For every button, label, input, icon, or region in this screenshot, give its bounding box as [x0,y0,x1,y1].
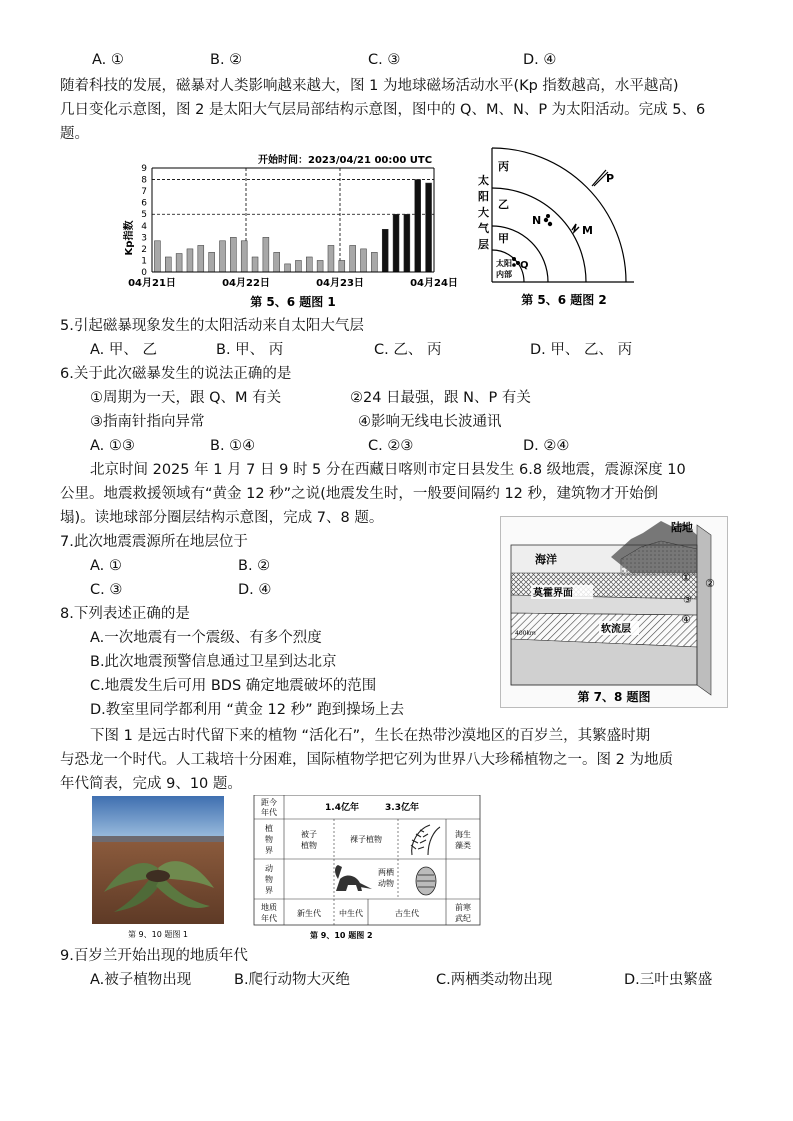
kp-bar [209,252,215,272]
kp-bar [361,249,367,272]
kp-xtick-22: 04月22日 [222,278,270,289]
side-label-5: 层 [478,238,489,251]
kp-bars [154,180,431,272]
paleozoic-label: 古生代 [395,909,419,918]
intro-7-8-line3: 塌)。读地球部分圈层结构示意图，完成 7、8 题。 [60,510,384,526]
intro-5-6-line1: 随着科技的发展，磁暴对人类影响越来越大，图 1 为地球磁场活动水平(Kp 指数越高，水平越高) [60,78,679,94]
q9-option-b[interactable]: B.爬行动物大灭绝 [234,972,351,988]
row-animal-label-2: 物 [265,875,273,884]
layer-mark-1: ① [681,571,691,584]
kp-bar [317,260,323,272]
block-side [697,525,711,695]
kp-chart-svg [118,150,468,315]
q9-option-c[interactable]: C.两栖类动物出现 [436,972,553,988]
layer-mark-3: ③ [683,595,692,606]
intro-9-10-line2: 与恐龙一个时代。人工栽培十分困难，国际植物学把它列为世界八大珍稀植物之一。图 2 为地质 [60,752,673,768]
point-q-label: Q [520,260,529,271]
photo-sky [92,796,224,840]
q5-option-a[interactable]: A. 甲、 乙 [90,342,157,358]
q6-option-a[interactable]: A. ①③ [90,438,135,454]
q6-option-b[interactable]: B. ①④ [210,438,256,454]
fig2-caption: 第 5、6 题图 2 [521,293,607,307]
kp-bar [393,214,399,272]
q6-statement-3: ③指南针指向异常 [90,414,205,430]
row-era-label-1: 地质 [261,903,277,912]
kp-ytick: 3 [141,233,147,244]
q6-statement-4: ④影响无线电长波通讯 [358,414,502,430]
row-time-label-2: 年代 [261,808,277,817]
q8-option-c[interactable]: C.地震发生后可用 BDS 确定地震破坏的范围 [90,678,377,694]
mesozoic-label: 中生代 [339,909,363,918]
earth-layers-diagram [500,516,728,708]
algae-label-1: 海生 [455,830,471,839]
depth-label: 400km [515,630,536,637]
solar-interior-label-1: 太阳 [496,259,512,268]
q5-stem: 5.引起磁暴现象发生的太阳活动来自太阳大气层 [60,318,364,334]
kp-bar [285,264,291,272]
layer-jia-label: 甲 [498,232,509,245]
time-3-3: 3.3亿年 [385,803,419,813]
photo-hills [92,836,224,842]
q9-option-a[interactable]: A.被子植物出现 [90,972,192,988]
layer-bing-label: 丙 [498,160,509,173]
kp-ytick: 2 [141,244,147,255]
kp-ytick: 4 [141,221,147,232]
solar-atmosphere-diagram [474,146,654,314]
kp-bar [230,237,236,272]
intro-5-6-line2: 几日变化示意图，图 2 是太阳大气层局部结构示意图，图中的 Q、M、N、P 为太阳活动。完成 5、6 [60,102,706,118]
q6-statement-2: ②24 日最强，跟 N、P 有关 [350,390,531,406]
p-arrow-line [592,170,606,186]
kp-bar [404,214,410,272]
q4-option-a[interactable]: A. ① [92,52,124,68]
q7-option-a[interactable]: A. ① [90,558,122,574]
row-plant-label-2: 物 [265,835,273,844]
side-label-1: 太 [478,174,489,187]
q6-option-d[interactable]: D. ②④ [523,438,570,454]
kp-bar [371,252,377,272]
kp-bar [263,237,269,272]
layer-mark-2: ② [705,577,715,590]
kp-index-chart [118,150,468,315]
q7-option-d[interactable]: D. ④ [238,582,272,598]
q9-stem: 9.百岁兰开始出现的地质年代 [60,948,248,964]
row-animal-label-1: 动 [265,864,273,873]
point-m-label: M [582,224,593,237]
precambrian-label-2: 武纪 [455,914,471,923]
q-spot-icon [512,257,516,261]
kp-xtick-21: 04月21日 [128,278,176,289]
fig5-caption: 第 9、10 题图 2 [310,931,373,940]
kp-bar [306,257,312,272]
kp-bar [328,245,334,272]
layer-yi-label: 乙 [498,198,509,211]
q8-option-b[interactable]: B.此次地震预警信息通过卫星到达北京 [90,654,337,670]
kp-ytick: 7 [141,187,147,198]
q7-option-c[interactable]: C. ③ [90,582,123,598]
intro-7-8-line1: 北京时间 2025 年 1 月 7 日 9 时 5 分在西藏日喀则市定日县发生 6.8 级地震，震源深度 10 [90,462,686,478]
kp-xtick-24: 04月24日 [410,278,458,289]
time-1-4: 1.4亿年 [325,803,359,813]
q6-option-c[interactable]: C. ②③ [368,438,414,454]
kp-reference-lines [152,168,434,272]
kp-xtick-23: 04月23日 [316,278,364,289]
kp-bar [187,249,193,272]
point-p-label: P [606,172,615,185]
kp-bar [274,252,280,272]
q7-stem: 7.此次地震震源所在地层位于 [60,534,248,550]
precambrian-label-1: 前寒 [455,903,471,912]
corona-arc [492,148,626,282]
moho-label: 莫霍界面 [533,588,573,599]
kp-bar [426,183,432,272]
q8-option-a[interactable]: A.一次地震有一个震级、有多个烈度 [90,630,322,646]
q4-option-c[interactable]: C. ③ [368,52,401,68]
kp-ytick: 6 [141,198,147,209]
n-spot-icon [544,218,548,222]
row-plant-label-1: 植 [265,824,273,833]
algae-label-2: 藻类 [455,841,471,850]
lower-block [511,639,697,685]
row-animal-label-3: 界 [265,886,273,895]
kp-chart-header: 开始时间：2023/04/21 00:00 UTC [258,155,433,166]
kp-ytick: 9 [141,164,147,174]
kp-bar [154,241,160,272]
row-era-label-2: 年代 [261,914,277,923]
kp-bar [382,229,388,272]
fig1-caption: 第 5、6 题图 1 [250,295,336,309]
q-spot-icon-3 [512,263,516,267]
kp-ytick: 8 [141,175,147,186]
n-spot-icon-2 [548,222,552,226]
kp-bar [339,260,345,272]
cenozoic-label: 新生代 [297,909,321,918]
ocean-label: 海洋 [535,553,557,566]
kp-bar [241,241,247,272]
plant-core [146,870,170,882]
kp-ytick: 5 [141,210,147,221]
point-n-label: N [532,214,542,227]
kp-ytick: 1 [141,256,147,267]
q5-option-b[interactable]: B. 甲、 丙 [216,342,284,358]
side-label-2: 阳 [478,190,489,203]
kp-bar [176,254,182,272]
flare-icon [572,224,579,232]
kp-bar [350,245,356,272]
kp-bar [198,245,204,272]
row-time-label-1: 距今 [261,798,277,807]
q4-option-b[interactable]: B. ② [210,52,243,68]
geologic-time-table [250,795,498,943]
welwitschia-svg [92,796,224,942]
q9-option-d[interactable]: D.三叶虫繁盛 [624,972,713,988]
angiosperm-label-1: 被子 [301,830,317,839]
n-spot-icon-3 [546,214,550,218]
q7-option-b[interactable]: B. ② [238,558,271,574]
kp-ylabel: Kp指数 [124,220,135,256]
amphibian-label-1: 两栖 [378,868,394,877]
side-label-4: 气 [478,222,489,235]
q6-statement-1: ①周期为一天，跟 Q、M 有关 [90,390,282,406]
geologic-time-svg [250,795,498,943]
angiosperm-label-2: 植物 [301,841,317,850]
row-plant-label-3: 界 [265,846,273,855]
intro-7-8-line2: 公里。地震救援领域有“黄金 12 秒”之说(地震发生时，一般要间隔约 12 秒，建筑物才开始倒 [60,486,659,502]
intro-9-10-line1: 下图 1 是远古时代留下来的植物 “活化石”，生长在热带沙漠地区的百岁兰，其繁盛时期 [90,728,651,744]
solar-interior-label-2: 内部 [496,270,512,279]
kp-y-ticks [141,164,147,278]
amphibian-label-2: 动物 [378,879,394,888]
q4-option-d[interactable]: D. ④ [523,52,557,68]
fig4-caption: 第 9、10 题图 1 [128,930,188,939]
kp-bar [252,257,258,272]
intro-9-10-line3: 年代简表，完成 9、10 题。 [60,776,242,792]
land-label: 陆地 [671,521,693,534]
fig3-caption: 第 7、8 题图 [577,690,651,704]
side-label-3: 大 [478,206,489,219]
welwitschia-photo [92,796,224,942]
gymnosperm-label: 裸子植物 [350,835,382,844]
kp-bar [220,241,226,272]
intro-5-6-line3: 题。 [60,126,89,142]
q5-option-d[interactable]: D. 甲、 乙、 丙 [530,342,633,358]
kp-bar [415,180,421,272]
kp-bar [295,260,301,272]
earth-layers-svg [501,517,727,707]
q6-stem: 6.关于此次磁暴发生的说法正确的是 [60,366,292,382]
kp-bar [165,257,171,272]
asthenosphere-label: 软流层 [601,624,631,635]
q5-option-c[interactable]: C. 乙、 丙 [374,342,442,358]
layer-mark-4: ④ [681,613,691,626]
q8-stem: 8.下列表述正确的是 [60,606,190,622]
q8-option-d[interactable]: D.教室里同学都利用 “黄金 12 秒” 跑到操场上去 [90,702,405,718]
kp-ytick: 0 [141,268,147,278]
solar-atmosphere-svg [474,146,654,314]
